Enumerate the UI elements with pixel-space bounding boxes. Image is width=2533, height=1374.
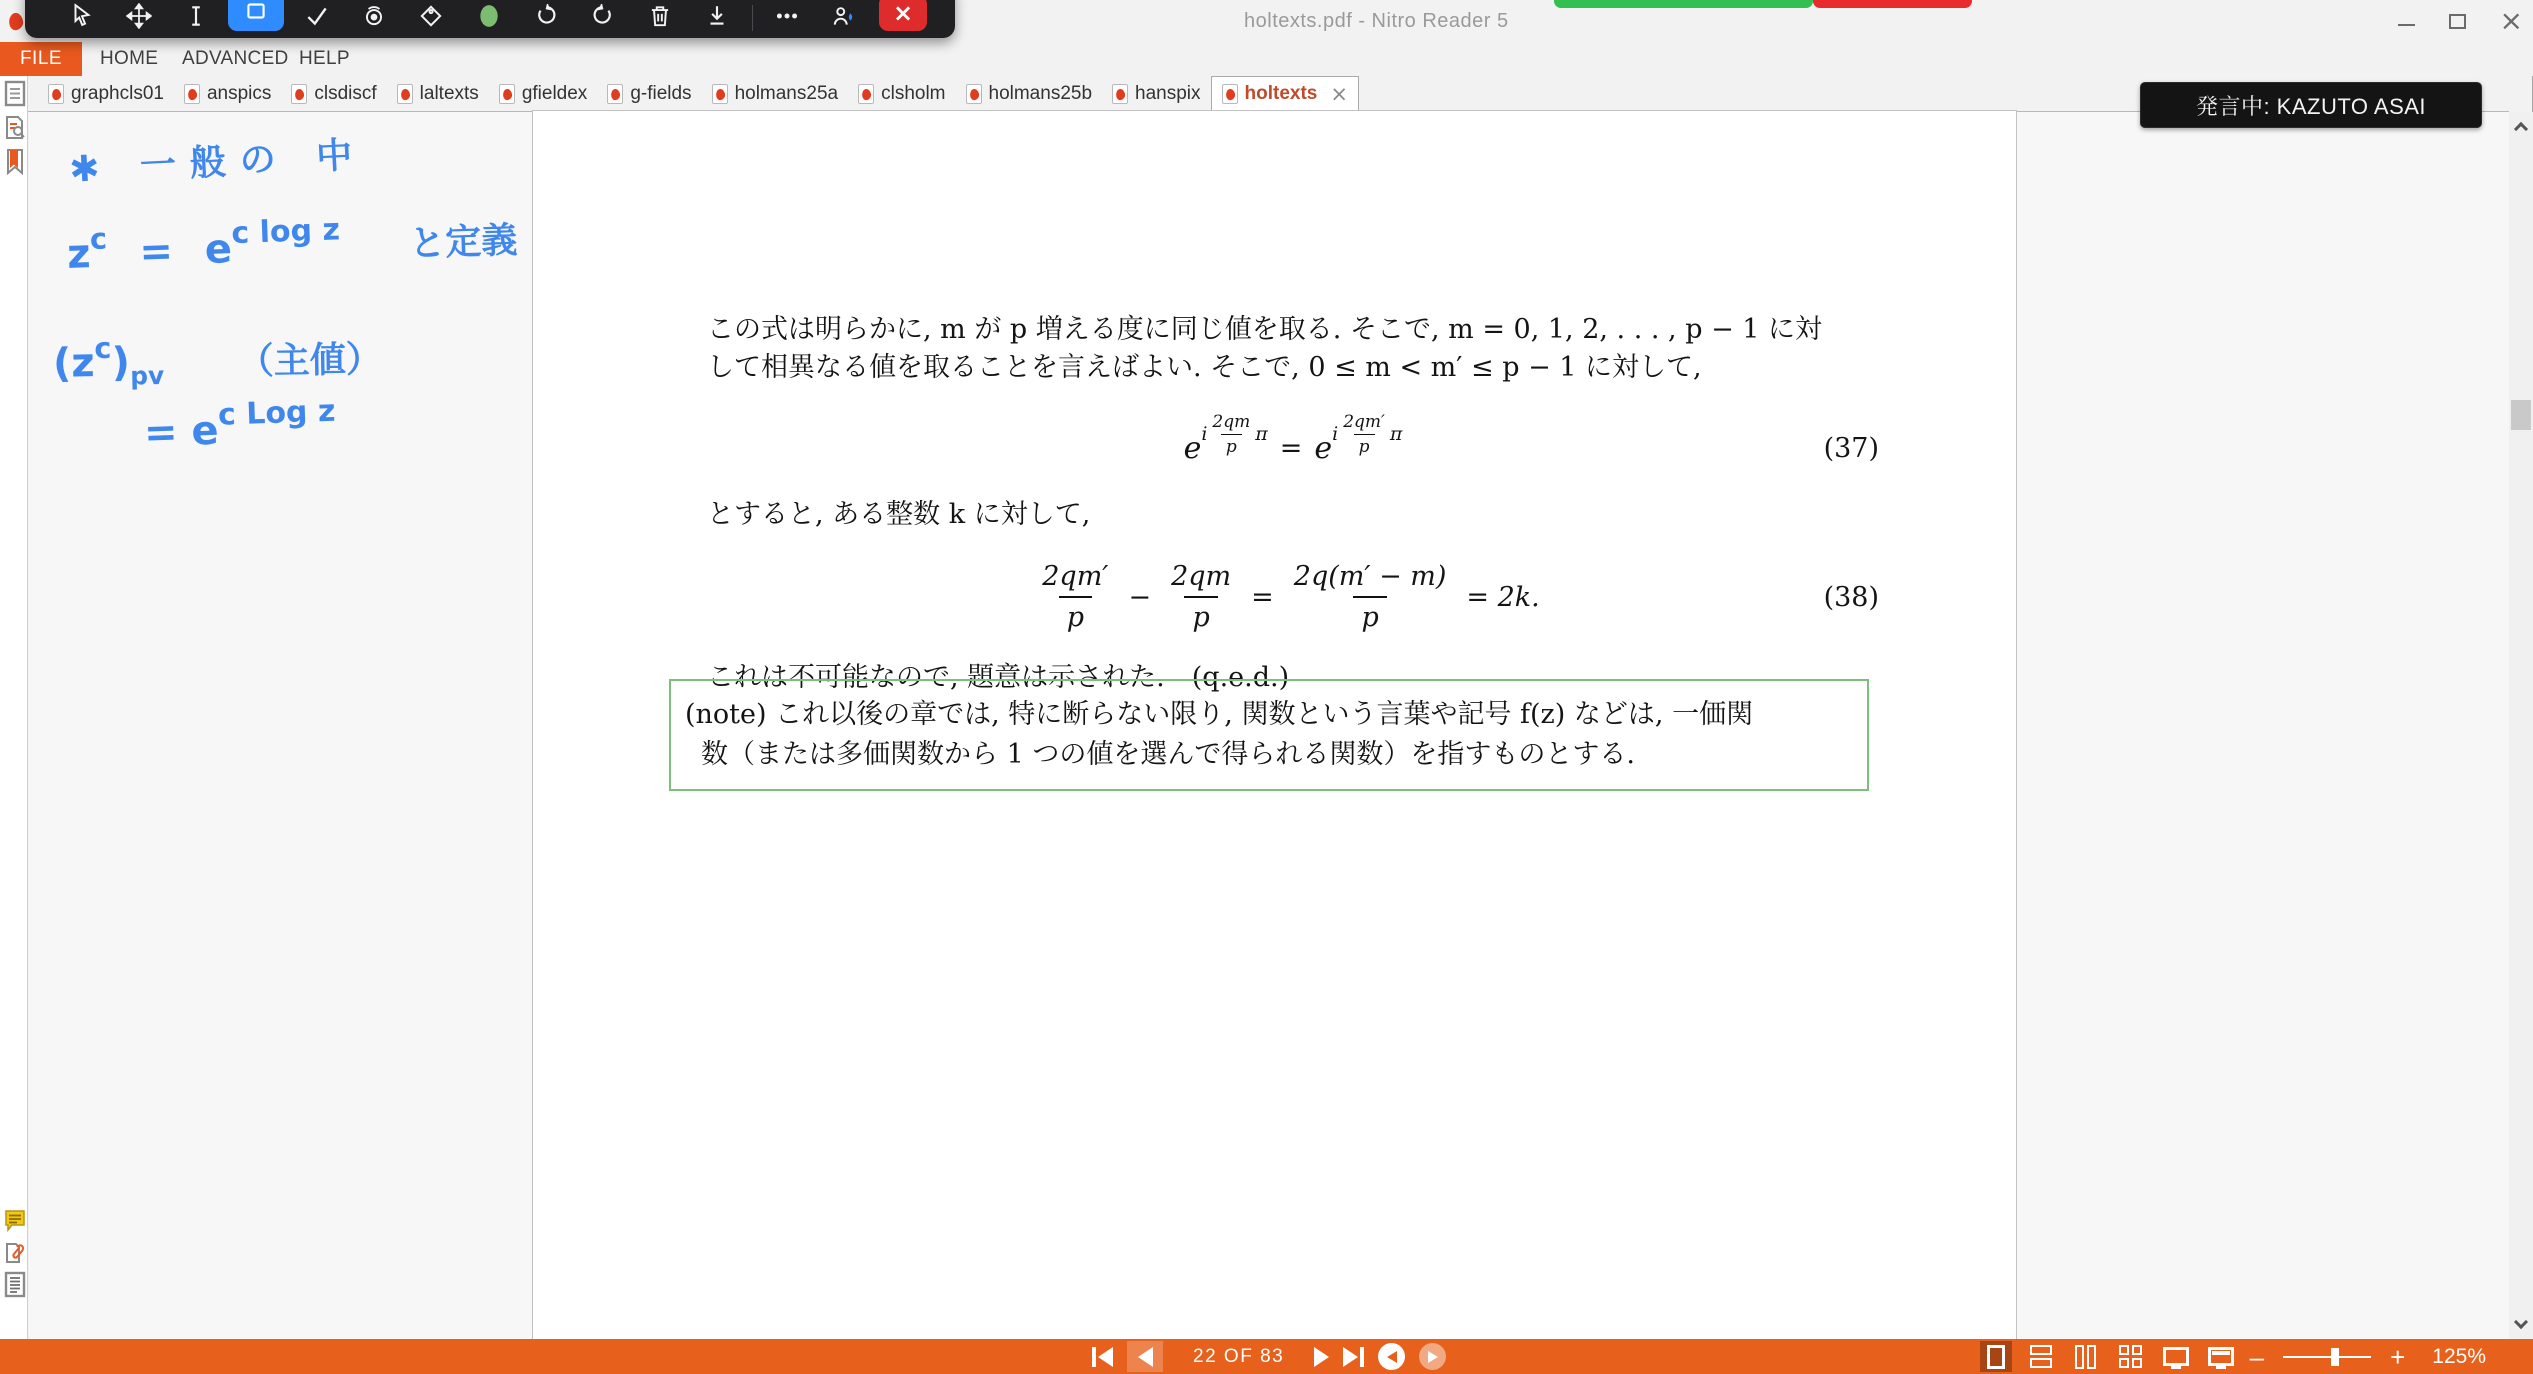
search-results-icon[interactable] xyxy=(4,114,26,141)
hw-sup: c xyxy=(89,221,108,257)
frac-num: 2qm xyxy=(1212,411,1251,432)
bookmarks-icon[interactable] xyxy=(4,148,26,175)
pdf-file-icon xyxy=(1222,84,1238,104)
handwriting-line-1: ✱ 一般の 中 xyxy=(68,134,368,191)
previous-page-button[interactable] xyxy=(1127,1341,1163,1372)
hw-base: ) xyxy=(111,339,131,386)
zoom-level[interactable]: 125% xyxy=(2432,1344,2486,1368)
tab-holmans25a[interactable] xyxy=(702,77,849,111)
select-cursor-tool-icon[interactable] xyxy=(53,1,110,31)
zoom-out-button[interactable]: – xyxy=(2249,1341,2265,1372)
math-i: i xyxy=(1201,423,1208,445)
tab-anspics[interactable] xyxy=(174,77,281,111)
frac-den: p xyxy=(1184,596,1217,633)
tab-label: clsdiscf xyxy=(314,82,377,104)
tab-label: holmans25a xyxy=(734,82,839,104)
equation-38 xyxy=(707,549,1879,645)
tab-holtexts-active[interactable] xyxy=(1211,76,1359,112)
tab-label: hanspix xyxy=(1135,82,1201,104)
tab-label: g-fields xyxy=(630,82,692,104)
pdf-file-icon xyxy=(48,84,64,104)
math-e: e xyxy=(1314,430,1333,466)
menu-file[interactable]: FILE xyxy=(0,42,82,76)
vertical-scrollbar[interactable] xyxy=(2509,112,2533,1339)
pdf-file-icon xyxy=(184,84,200,104)
note-highlight-box xyxy=(669,679,1869,791)
fullscreen-view-button[interactable] xyxy=(2205,1341,2237,1372)
page-indicator[interactable]: 22 OF 83 xyxy=(1193,1345,1285,1367)
continuous-view-button[interactable] xyxy=(2025,1341,2057,1372)
next-view-button[interactable] xyxy=(1419,1343,1446,1370)
tab-label: graphcls01 xyxy=(71,82,164,104)
trash-icon[interactable] xyxy=(631,1,688,31)
hw-sup: c Log z xyxy=(217,394,336,434)
pdf-page xyxy=(532,110,2017,1341)
equation-number: (38) xyxy=(1823,581,1879,613)
handwriting-line-2 xyxy=(66,212,518,279)
math-i: i xyxy=(1332,423,1339,445)
attachments-panel-icon[interactable] xyxy=(4,1239,26,1266)
handwriting-line-3 xyxy=(52,331,383,391)
pdf-file-icon xyxy=(397,84,413,104)
scroll-down-arrow-icon[interactable] xyxy=(2514,1315,2528,1329)
document-tabs xyxy=(28,76,2509,112)
frac-den: p xyxy=(1059,596,1092,633)
tab-label: clsholm xyxy=(881,82,946,104)
menu-home[interactable]: HOME xyxy=(100,48,159,69)
frac-den: p xyxy=(1353,596,1386,633)
qed-line: これは不可能なので, 題意は示された. (q.e.d.) xyxy=(707,662,1290,693)
handwriting-line-4 xyxy=(143,394,336,457)
note-line: (note) これ以後の章では, 特に断らない限り, 関数という言葉や記号 f(z) などは, 一価関 xyxy=(685,699,1754,730)
scroll-up-arrow-icon[interactable] xyxy=(2514,122,2528,136)
frac-den: p xyxy=(1221,434,1242,457)
frac-num: 2q(m′ − m) xyxy=(1293,561,1447,592)
active-speaker-badge xyxy=(2140,82,2482,128)
minimize-button[interactable] xyxy=(2398,24,2415,26)
tab-holmans25b[interactable] xyxy=(956,77,1103,111)
menu-bar xyxy=(0,42,2533,76)
note-line: 数（または多価関数から 1 つの値を選んで得られる関数）を指すものとする. xyxy=(701,739,1635,770)
pdf-file-icon xyxy=(291,84,307,104)
hw-tail: （主値） xyxy=(237,339,383,383)
text-tool-icon[interactable] xyxy=(167,1,224,31)
show-annotator-names-icon[interactable] xyxy=(816,1,873,31)
hw-sup: c log z xyxy=(230,212,341,252)
facing-pages-view-button[interactable] xyxy=(2070,1341,2102,1372)
last-page-button[interactable] xyxy=(1343,1347,1364,1367)
equals-sign: = xyxy=(1279,432,1303,464)
save-annotation-icon[interactable] xyxy=(689,1,746,31)
pdf-file-icon xyxy=(499,84,515,104)
tab-graphcls01[interactable] xyxy=(38,77,174,111)
zoom-slider[interactable] xyxy=(2283,1356,2371,1358)
tab-hanspix[interactable] xyxy=(1102,77,1211,111)
document-canvas[interactable] xyxy=(29,112,2509,1339)
eraser-tag-tool-icon[interactable] xyxy=(403,1,460,31)
check-stamp-tool-icon[interactable] xyxy=(288,1,345,31)
hw-base: (z xyxy=(52,340,96,387)
toolbar-divider xyxy=(752,5,753,31)
status-bar xyxy=(0,1339,2533,1374)
tab-clsholm[interactable] xyxy=(848,77,955,111)
spotlight-tool-icon[interactable] xyxy=(346,1,403,31)
pdf-file-icon xyxy=(1112,84,1128,104)
active-speaker-label: 発言中: KAZUTO ASAI xyxy=(2195,93,2427,119)
hw-tail: と定義 xyxy=(408,220,519,265)
tab-label: anspics xyxy=(206,82,272,104)
annotation-toolbar xyxy=(25,0,955,38)
equation-37 xyxy=(707,411,1879,480)
undo-icon[interactable] xyxy=(517,1,574,31)
menu-help[interactable]: HELP xyxy=(299,48,350,69)
tab-clsdiscf[interactable] xyxy=(281,77,386,111)
pages-panel-icon[interactable] xyxy=(4,80,26,107)
minus-sign: − xyxy=(1128,581,1152,613)
tab-laltexts[interactable] xyxy=(387,77,489,111)
hw-sub: pv xyxy=(129,360,165,391)
tab-g-fields[interactable] xyxy=(597,77,701,111)
tab-label: gfieldex xyxy=(521,82,588,104)
more-options-icon[interactable] xyxy=(759,1,816,31)
tab-label: holtexts xyxy=(1244,83,1318,104)
pdf-file-icon xyxy=(858,84,874,104)
math-rhs: = 2k. xyxy=(1466,581,1540,613)
stop-share-red-banner[interactable] xyxy=(1813,0,1972,8)
math-pi: π xyxy=(1389,423,1403,445)
paragraph-line: とすると, ある整数 k に対して, xyxy=(707,499,1091,530)
fit-screen-view-button[interactable] xyxy=(2160,1341,2192,1372)
frac-num: 2qm′ xyxy=(1343,411,1385,432)
first-page-button[interactable] xyxy=(1092,1347,1113,1367)
pdf-file-icon xyxy=(966,84,982,104)
menu-advanced[interactable]: ADVANCED xyxy=(182,48,289,69)
close-button[interactable]: × xyxy=(2499,4,2523,37)
single-page-view-button[interactable] xyxy=(1980,1341,2012,1372)
window-title: holtexts.pdf - Nitro Reader 5 xyxy=(1244,10,1509,32)
tab-close-icon[interactable]: × xyxy=(1330,82,1348,106)
frac-num: 2qm′ xyxy=(1042,561,1109,592)
scrollbar-thumb[interactable] xyxy=(2511,400,2531,430)
comments-panel-icon[interactable] xyxy=(4,1207,26,1234)
pdf-file-icon xyxy=(712,84,728,104)
rectangle-draw-tool-selected[interactable] xyxy=(228,0,284,31)
paragraph-line: この式は明らかに, m が p 増える度に同じ値を取る. そこで, m = 0, 1, 2, . . . , p − 1 に対 xyxy=(707,314,1823,345)
zoom-slider-thumb[interactable] xyxy=(2331,1348,2339,1366)
move-tool-icon[interactable] xyxy=(110,1,167,31)
grid-view-button[interactable] xyxy=(2115,1341,2147,1372)
equation-number: (37) xyxy=(1823,432,1879,464)
left-sidebar xyxy=(0,76,28,1339)
hw-base: z xyxy=(66,231,92,278)
hw-equals: = xyxy=(138,228,174,276)
screen-share-green-banner[interactable] xyxy=(1554,0,1813,8)
math-e: e xyxy=(1183,430,1202,466)
previous-view-button[interactable] xyxy=(1378,1343,1405,1370)
math-pi: π xyxy=(1255,423,1268,445)
zoom-in-button[interactable]: + xyxy=(2390,1341,2406,1372)
next-page-button[interactable] xyxy=(1314,1347,1329,1367)
frac-num: 2qm xyxy=(1171,561,1232,592)
frac-den: p xyxy=(1354,434,1375,457)
tab-label: laltexts xyxy=(419,82,479,104)
color-swatch-green[interactable] xyxy=(460,1,517,31)
tab-label: holmans25b xyxy=(988,82,1093,104)
tab-gfieldex[interactable] xyxy=(489,77,598,111)
pdf-file-icon xyxy=(607,84,623,104)
redo-icon[interactable] xyxy=(574,1,631,31)
maximize-button[interactable] xyxy=(2449,14,2466,29)
hw-base: e xyxy=(204,226,233,274)
close-annotation-toolbar-button[interactable]: × xyxy=(879,0,927,31)
paragraph-line: して相異なる値を取ることを言えばよい. そこで, 0 ≤ m < m′ ≤ p − 1 に対して, xyxy=(707,352,1702,383)
hw-sup: c xyxy=(94,331,112,366)
equals-sign: = xyxy=(1251,581,1274,613)
hw-base: = e xyxy=(143,407,220,457)
outline-panel-icon[interactable] xyxy=(4,1271,26,1298)
